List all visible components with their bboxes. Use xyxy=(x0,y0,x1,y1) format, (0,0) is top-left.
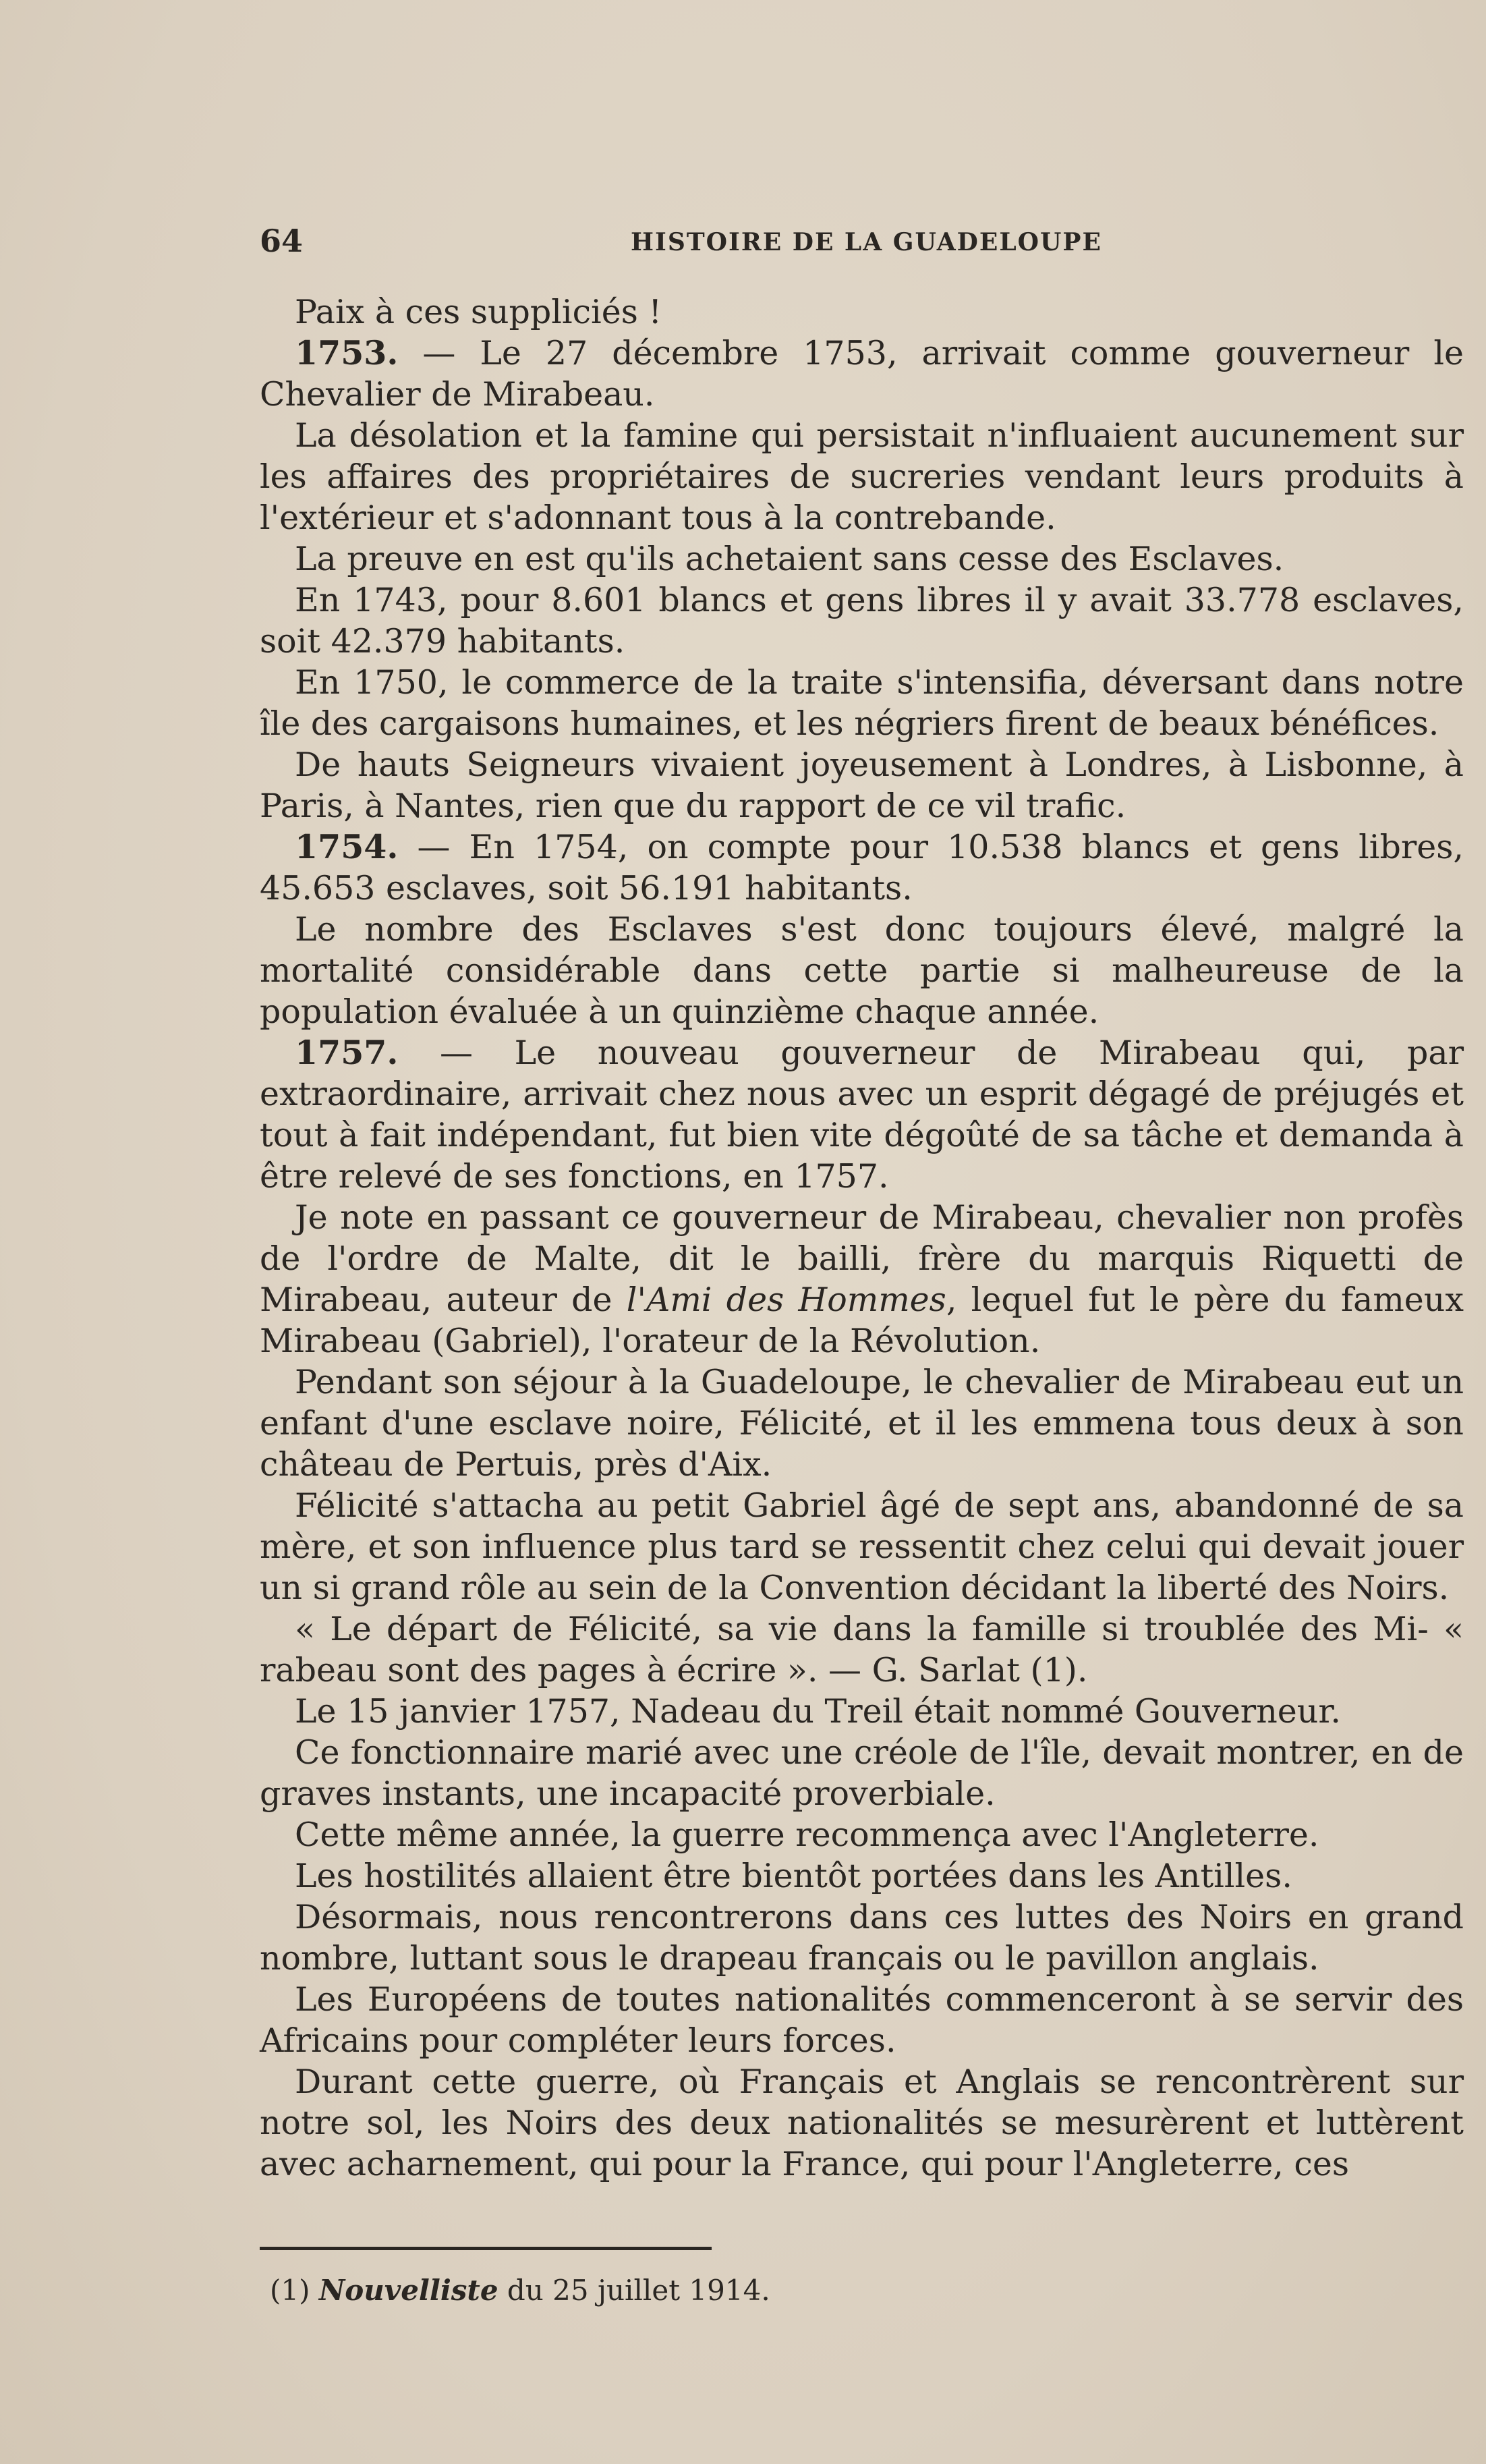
paragraph-text: De hauts Seigneurs vivaient joyeusement à Londres, à Lisbonne, à Paris, à Nantes, rien que du rapport de ce vil trafic. xyxy=(260,746,1464,825)
paragraph-text: Le 15 janvier 1757, Nadeau du Treil était nommé Gouverneur. xyxy=(295,1692,1341,1731)
year-heading: 1753. xyxy=(295,333,399,372)
paragraph xyxy=(260,1691,1464,1732)
paragraph-text: , lequel fut le père du fameux Mirabeau (Gabriel), l'orateur de la Révolution. xyxy=(260,1281,1464,1360)
paragraph-text: Durant cette guerre, où Français et Anglais se rencontrèrent sur notre sol, les Noirs des deux nationalités se mesurèrent et luttèrent avec acharnement, qui pour la France, qui pour l'Angleterre, ces xyxy=(260,2063,1464,2183)
paragraph-text: En 1750, le commerce de la traite s'intensifia, déversant dans notre île des cargaisons humaines, et les négriers firent de beaux bénéfices. xyxy=(260,663,1464,743)
running-title: HISTOIRE DE LA GUADELOUPE xyxy=(631,228,1102,256)
paragraph xyxy=(260,1732,1464,1814)
footnote-source: Nouvelliste xyxy=(318,2274,498,2307)
paragraph xyxy=(260,1197,1464,1362)
paragraph xyxy=(260,909,1464,1032)
paragraph xyxy=(260,2061,1464,2185)
footnote-marker: (1) xyxy=(270,2274,319,2307)
footnote-rule xyxy=(260,2247,712,2250)
paragraph xyxy=(260,415,1464,538)
footnote xyxy=(270,2274,770,2307)
page-number: 64 xyxy=(260,223,304,259)
paragraph xyxy=(260,662,1464,744)
paragraph-text: — En 1754, on compte pour 10.538 blancs et gens libres, 45.653 esclaves, soit 56.191 habitants. xyxy=(260,828,1464,907)
paragraph-text: Paix à ces suppliciés ! xyxy=(295,293,662,331)
book-title: l'Ami des Hommes xyxy=(626,1281,946,1319)
paragraph-text: Désormais, nous rencontrerons dans ces luttes des Noirs en grand nombre, luttant sous le drapeau français ou le pavillon anglais. xyxy=(260,1898,1464,1978)
year-heading: 1757. xyxy=(295,1033,399,1072)
paragraph xyxy=(260,1897,1464,1979)
paragraph-text: — Le 27 décembre 1753, arrivait comme gouverneur le Chevalier de Mirabeau. xyxy=(260,334,1464,414)
footnote-text: du 25 juillet 1914. xyxy=(498,2274,770,2307)
paragraph xyxy=(260,291,1464,333)
paragraph-text: Félicité s'attacha au petit Gabriel âgé de sept ans, abandonné de sa mère, et son influence plus tard se ressentit chez celui qui devait jouer un si grand rôle au sein de la Convention décidant la liberté des Noirs. xyxy=(260,1486,1464,1607)
running-head xyxy=(260,223,1474,263)
paragraph-text: Le nombre des Esclaves s'est donc toujours élevé, malgré la mortalité considérable dans cette partie si malheureuse de la population évaluée à un quinzième chaque année. xyxy=(260,910,1464,1031)
paragraph-text: Ce fonctionnaire marié avec une créole de l'île, devait montrer, en de graves instants, une incapacité proverbiale. xyxy=(260,1733,1464,1813)
paragraph-text: Pendant son séjour à la Guadeloupe, le chevalier de Mirabeau eut un enfant d'une esclave noire, Félicité, et il les emmena tous deux à son château de Pertuis, près d'Aix. xyxy=(260,1363,1464,1484)
paragraph-text: Les hostilités allaient être bientôt portées dans les Antilles. xyxy=(295,1857,1292,1895)
paragraph xyxy=(260,1032,1464,1197)
paragraph-text: Je note en passant ce gouverneur de Mirabeau, chevalier non profès de l'ordre de Malte, dit le bailli, frère du marquis Riquetti de Mirabeau, auteur de xyxy=(260,1198,1464,1319)
paragraph xyxy=(260,744,1464,827)
paragraph xyxy=(260,1814,1464,1855)
paragraph xyxy=(260,1485,1464,1608)
paragraph xyxy=(260,1608,1464,1691)
paragraph xyxy=(260,538,1464,580)
year-heading: 1754. xyxy=(295,827,399,866)
paragraph-text: Cette même année, la guerre recommença avec l'Angleterre. xyxy=(295,1816,1319,1854)
paragraph xyxy=(260,827,1464,909)
paragraph-text: La désolation et la famine qui persistait n'influaient aucunement sur les affaires des propriétaires de sucreries vendant leurs produits à l'extérieur et s'adonnant tous à la contrebande. xyxy=(260,416,1464,537)
paragraph-text: Les Européens de toutes nationalités commenceront à se servir des Africains pour compléter leurs forces. xyxy=(260,1980,1464,2060)
paragraph xyxy=(260,1362,1464,1485)
paragraph-text: La preuve en est qu'ils achetaient sans cesse des Esclaves. xyxy=(295,540,1284,578)
paragraph xyxy=(260,580,1464,662)
paragraph-text: En 1743, pour 8.601 blancs et gens libres il y avait 33.778 esclaves, soit 42.379 habitants. xyxy=(260,581,1464,661)
body-text xyxy=(260,291,1464,2185)
paragraph-text: — Le nouveau gouverneur de Mirabeau qui, par extraordinaire, arrivait chez nous avec un esprit dégagé de préjugés et tout à fait indépendant, fut bien vite dégoûté de sa tâche et demanda à être relevé de ses fonctions, en 1757. xyxy=(260,1034,1464,1196)
paragraph xyxy=(260,333,1464,415)
paragraph xyxy=(260,1979,1464,2061)
quote-text: « Le départ de Félicité, sa vie dans la famille si troublée des Mi- « rabeau sont des pages à écrire ». — G. Sarlat (1). xyxy=(260,1610,1464,1689)
paragraph xyxy=(260,1855,1464,1897)
